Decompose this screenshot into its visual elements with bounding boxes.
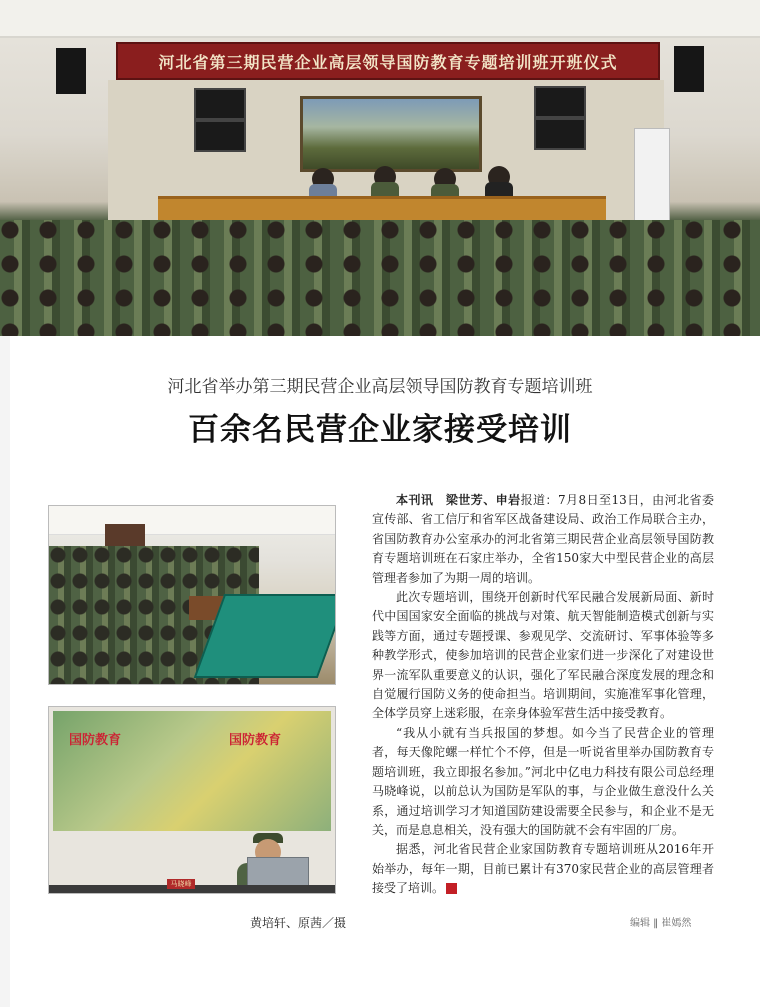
paragraph-text: 报道：7月8日至13日，由河北省委宣传部、省工信厅和省军区战备建设局、政治工作局联合主办，省国防教育办公室承办的河北省第三期民营企业高层领导国防教育专题培训班在石家庄举办，全省150家大中型民营企业的高层管理者参加了为期一周的培训。 [372, 493, 714, 585]
great-wall-painting [300, 96, 482, 172]
speaker-right [674, 46, 704, 92]
photo-credit: 黄培轩、原茜／摄 [249, 916, 346, 930]
paragraph-text: 据悉，河北省民营企业家国防教育专题培训班从2016年开始举办，每年一期，目前已累计有370家民营企业的高层管理者接受了培训。 [372, 842, 714, 896]
tv-screen [194, 88, 246, 120]
tv-screen [194, 120, 246, 152]
article-subtitle: 河北省举办第三期民营企业高层领导国防教育专题培训班 [167, 377, 593, 397]
article-paragraph [372, 840, 714, 898]
nameplate: 马晓峰 [167, 879, 195, 889]
article-title: 百余名民营企业家接受培训 [188, 412, 572, 448]
wall-panel [105, 524, 145, 546]
photo-lecture [48, 706, 336, 894]
article-paragraph: “我从小就有当兵报国的梦想。如今当了民营企业的管理者，每天像陀螺一样忙个不停，但是一听说省里举办国防教育专题培训班，我立即报名参加。”河北中亿电力科技有限公司总经理马晓峰说，以前总认为国防是军队的事，与企业做生意没什么关系，通过培训学习才知道国防建设需要全民参与，和企业不是无关，而是息息相关，没有强大的国防就不会有牢固的厂房。 [372, 725, 714, 837]
projection-screen [53, 711, 331, 831]
article-paragraph: 此次专题培训，围绕开创新时代军民融合发展新局面、新时代中国国家安全面临的挑战与对策、航天智能制造模式创新与实践等方面，通过专题授课、参观见学、交流研讨、军事体验等多种教学形式，使参加培训的民营企业家们进一步深化了对建设世界一流军队重要意义的认识，强化了军民融合深度发展的理念和自觉履行国防义务的使命担当。培训期间，实施准军事化管理，全体学员穿上迷彩服，在亲身体验军营生活中接受教育。 [372, 590, 714, 721]
article-body [372, 491, 714, 899]
speaker-left [56, 48, 86, 94]
hero-banner: 河北省第三期民营企业高层领导国防教育专题培训班开班仪式 [116, 42, 660, 80]
audience-crowd [0, 220, 760, 336]
article-lead: 本刊讯 梁世芳、申岩 [396, 493, 521, 507]
editor-credit: 编辑 ‖ 崔嫣然 [630, 918, 692, 929]
article-paragraph [372, 491, 714, 588]
photo-soldiers-sand-table [48, 505, 336, 685]
ceiling [0, 0, 760, 38]
air-conditioner [634, 128, 670, 222]
end-mark-icon: G [446, 883, 457, 894]
room-ceiling [49, 506, 335, 535]
tv-screen [534, 86, 586, 118]
screen-heading: 国防教育 [69, 733, 122, 748]
tv-screen [534, 118, 586, 150]
hero-photo [0, 0, 760, 336]
screen-heading: 国防教育 [229, 733, 282, 748]
